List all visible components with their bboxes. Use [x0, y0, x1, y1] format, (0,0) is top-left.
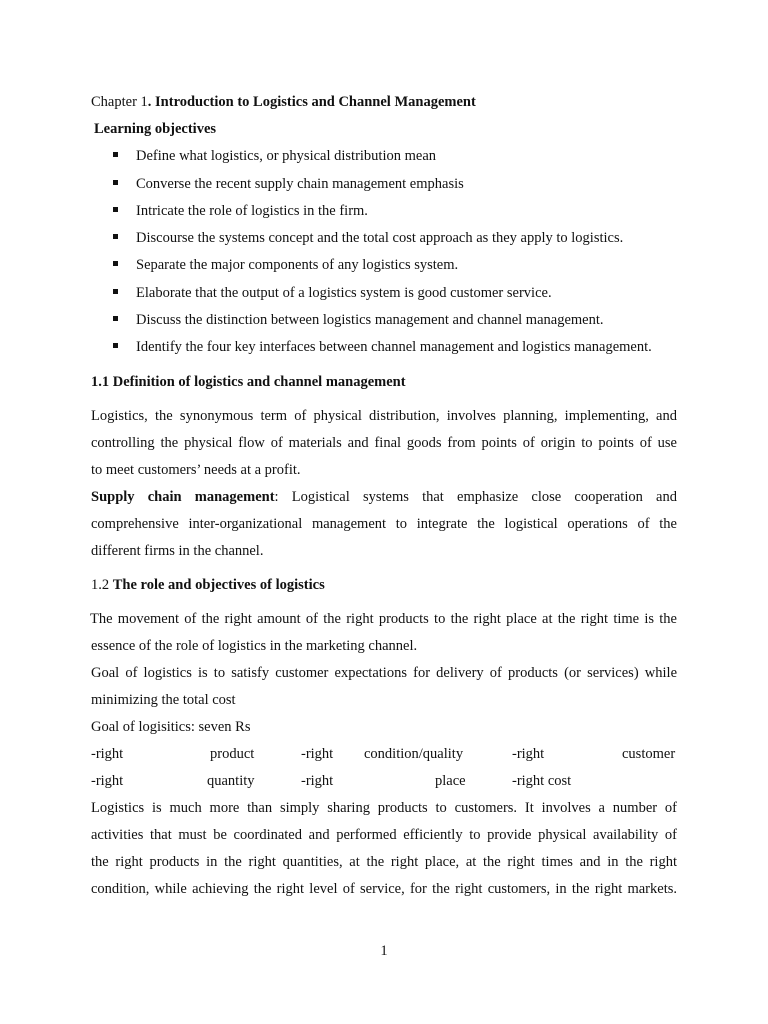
paragraph-line: controlling the physical flow of materials and final goods from points of origin to points of use [91, 435, 677, 451]
bullet-icon [113, 234, 118, 239]
bullet-icon [113, 343, 118, 348]
list-item: Identify the four key interfaces between channel management and logistics management. [136, 338, 696, 356]
list-item: Define what logistics, or physical distribution mean [136, 147, 696, 165]
scm-term: Supply chain management [91, 489, 275, 505]
bullet-icon [113, 207, 118, 212]
paragraph-line: to meet customers’ needs at a profit. [91, 462, 301, 478]
paragraph-line: Logistics, the synonymous term of physical distribution, involves planning, implementing, and [91, 408, 677, 424]
chapter-prefix: Chapter 1 [91, 94, 148, 110]
seven-rs-cell: -right [91, 773, 124, 789]
list-item: Intricate the role of logistics in the firm. [136, 202, 696, 220]
seven-rs-cell: customer [622, 746, 676, 762]
list-item: Separate the major components of any logistics system. [136, 256, 696, 274]
seven-rs-label: Goal of logisitics: seven Rs [91, 719, 251, 735]
paragraph-line: condition, while achieving the right level of service, for the right customers, in the right markets. [91, 881, 677, 897]
seven-rs-cell: condition/quality [364, 746, 464, 762]
seven-rs-cell: -right [512, 746, 545, 762]
bullet-icon [113, 316, 118, 321]
paragraph-line: activities that must be coordinated and performed efficiently to provide physical availability of [91, 827, 677, 843]
paragraph-line: different firms in the channel. [91, 543, 264, 559]
seven-rs-cell: -right [91, 746, 124, 762]
seven-rs-cell: quantity [207, 773, 255, 789]
list-item: Discuss the distinction between logistics management and channel management. [136, 311, 696, 329]
paragraph-line: The movement of the right amount of the right products to the right place at the right time is the [90, 611, 677, 627]
section-number: 1.2 [91, 577, 113, 593]
learning-objectives-heading: Learning objectives [94, 121, 217, 137]
paragraph-line: Goal of logistics is to satisfy customer expectations for delivery of products (or services) while [91, 665, 677, 681]
chapter-title [91, 93, 677, 111]
page-number: 1 [380, 943, 388, 959]
section-heading-1-2 [91, 576, 677, 594]
section-heading-1-1: 1.1 Definition of logistics and channel management [91, 374, 406, 390]
seven-rs-cell: place [435, 773, 466, 789]
chapter-title-text: . Introduction to Logistics and Channel Management [147, 94, 476, 110]
bullet-icon [113, 289, 118, 294]
section-title: The role and objectives of logistics [112, 577, 325, 593]
seven-rs-cell: -right [301, 773, 334, 789]
paragraph-line: Logistics is much more than simply sharing products to customers. It involves a number of [91, 800, 677, 816]
paragraph-line: essence of the role of logistics in the marketing channel. [91, 638, 418, 654]
paragraph-line: minimizing the total cost [91, 692, 236, 708]
scm-definition-line: Supply chain management: Logistical systems that emphasize close cooperation and [91, 489, 677, 505]
paragraph-line: comprehensive inter-organizational management to integrate the logistical operations of the [91, 516, 677, 532]
list-item: Elaborate that the output of a logistics system is good customer service. [136, 284, 696, 302]
seven-rs-cell: -right [301, 746, 334, 762]
paragraph-line: the right products in the right quantities, at the right place, at the right times and in the right [91, 854, 677, 870]
list-item: Converse the recent supply chain management emphasis [136, 175, 696, 193]
bullet-icon [113, 180, 118, 185]
bullet-icon [113, 152, 118, 157]
list-item: Discourse the systems concept and the total cost approach as they apply to logistics. [136, 229, 696, 247]
bullet-icon [113, 261, 118, 266]
seven-rs-cell: product [210, 746, 255, 762]
seven-rs-cell: -right cost [512, 773, 572, 789]
